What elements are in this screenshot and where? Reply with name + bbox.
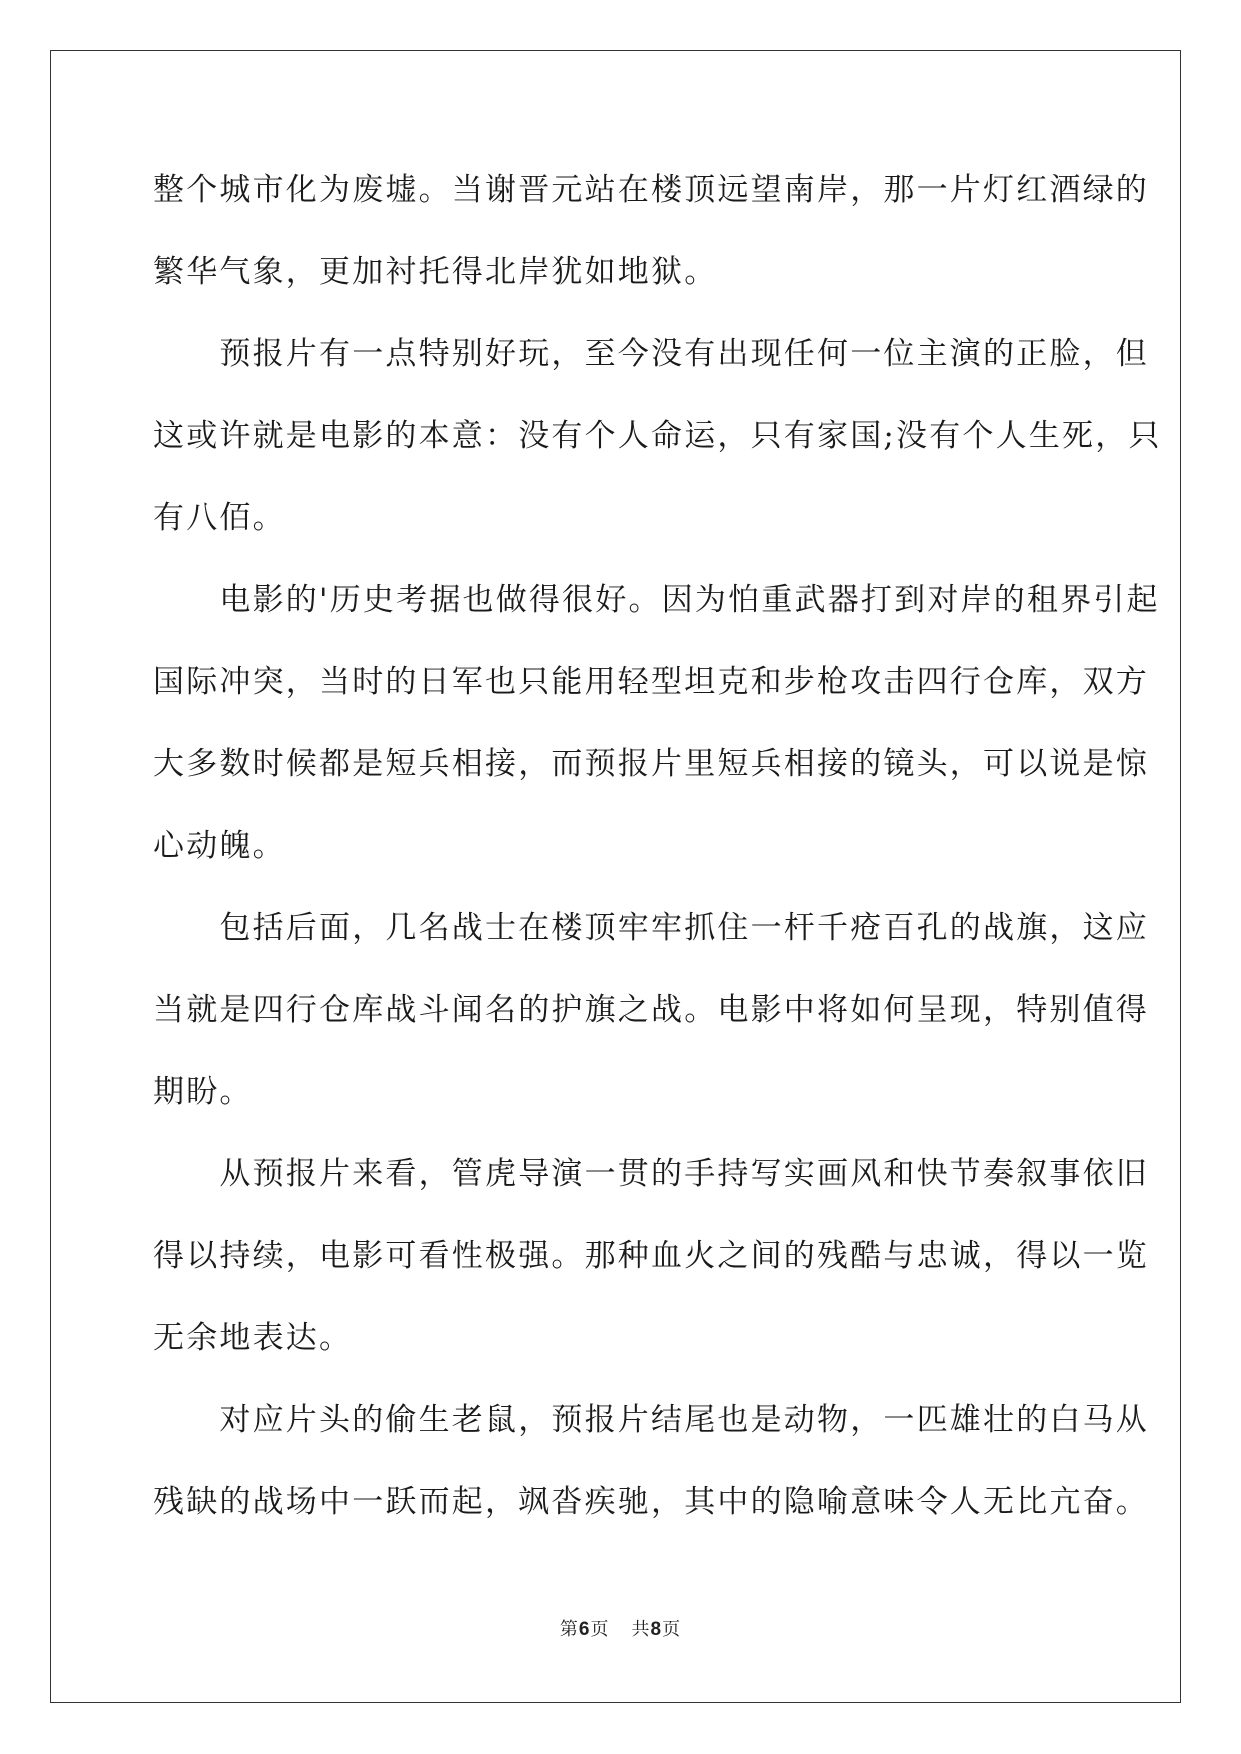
text-line: 从预报片来看，管虎导演一贯的手持写实画风和快节奏叙事依旧 [153,1156,1149,1192]
total-prefix: 共 [631,1619,651,1640]
text-line: 预报片有一点特别好玩，至今没有出现任何一位主演的正脸，但 [153,336,1149,372]
text-line: 包括后面，几名战士在楼顶牢牢抓住一杆千疮百孔的战旗，这应 [153,910,1149,946]
text-line: 这或许就是电影的本意：没有个人命运，只有家国;没有个人生死，只 [153,418,1162,454]
text-line: 国际冲突，当时的日军也只能用轻型坦克和步枪攻击四行仓库，双方 [153,664,1149,700]
text-line: 得以持续，电影可看性极强。那种血火之间的残酷与忠诚，得以一览 [153,1238,1149,1274]
document-body [153,160,1162,1554]
text-line: 心动魄。 [153,828,286,864]
text-line: 残缺的战场中一跃而起，飒沓疾驰，其中的隐喻意味令人无比亢奋。 [153,1484,1149,1520]
text-line: 无余地表达。 [153,1320,353,1356]
page-current-number: 6 [578,1619,591,1640]
total-suffix: 页 [662,1619,682,1640]
text-line: 繁华气象，更加衬托得北岸犹如地狱。 [153,254,718,290]
text-line: 当就是四行仓库战斗闻名的护旗之战。电影中将如何呈现，特别值得 [153,992,1149,1028]
text-line: 整个城市化为废墟。当谢晋元站在楼顶远望南岸，那一片灯红酒绿的 [153,172,1149,208]
text-line: 对应片头的偷生老鼠，预报片结尾也是动物，一匹雄壮的白马从 [153,1402,1149,1438]
text-line: 大多数时候都是短兵相接，而预报片里短兵相接的镜头，可以说是惊 [153,746,1149,782]
text-line: 期盼。 [153,1074,253,1110]
text-line: 有八佰。 [153,500,286,536]
page-suffix: 页 [590,1619,610,1640]
page-total-number: 8 [650,1619,663,1640]
text-line: 电影的'历史考据也做得很好。因为怕重武器打到对岸的租界引起 [153,582,1160,618]
page-prefix: 第 [559,1619,579,1640]
page-footer [0,1615,1241,1641]
